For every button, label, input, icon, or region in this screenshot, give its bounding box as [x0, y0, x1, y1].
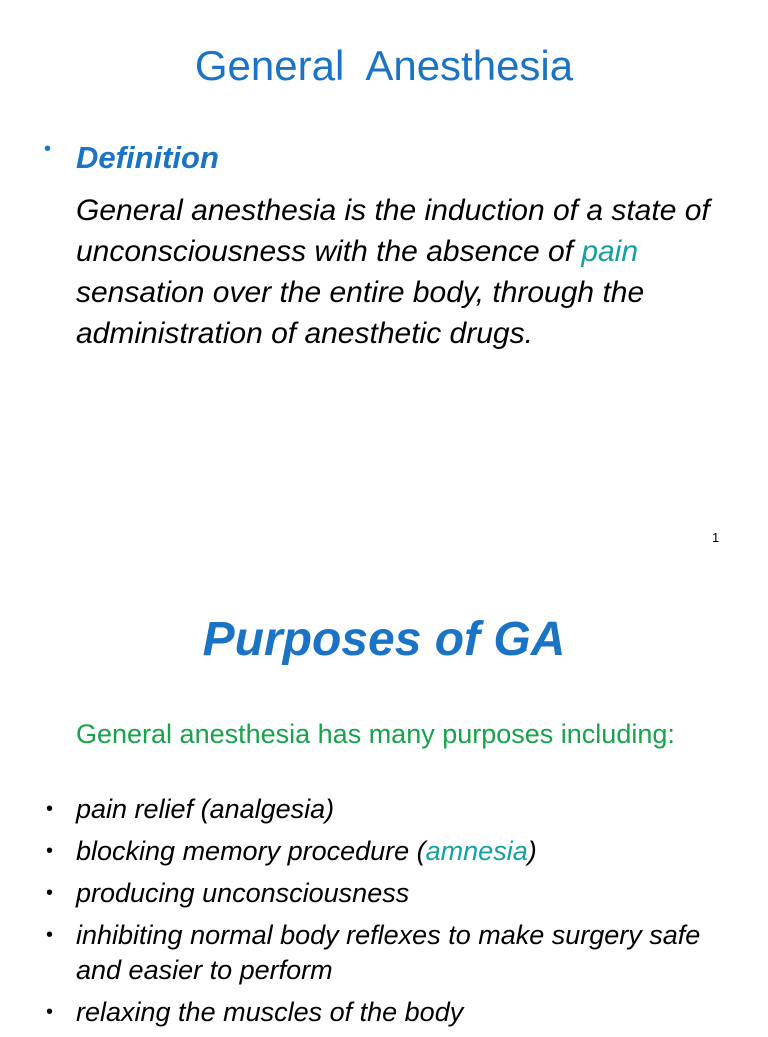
bullet-dot: •: [46, 798, 54, 820]
intro-text: General anesthesia has many purposes including:: [76, 719, 675, 749]
item-highlight: amnesia: [425, 836, 528, 866]
bullet-dot: •: [44, 138, 52, 160]
item-text: producing unconsciousness: [76, 878, 410, 908]
item-text: relaxing the muscles of the body: [76, 997, 464, 1027]
definition-highlight: pain: [581, 235, 639, 268]
list-item: [0, 918, 716, 988]
list-item: [0, 876, 716, 911]
slide-2: [0, 560, 768, 1027]
slide-title: Purposes of GA: [202, 613, 566, 666]
definition-label: Definition: [76, 140, 219, 175]
list-item: [0, 792, 716, 827]
definition-text: [76, 190, 736, 354]
item-text: pain relief (analgesia): [76, 794, 335, 824]
definition-text-part: General anesthesia is the induction of a state of unconsciousness with the absence of: [76, 194, 710, 268]
item-text: inhibiting normal body reflexes to make surgery safe and easier to perform: [76, 920, 701, 985]
slide-title: General Anesthesia: [194, 42, 574, 89]
definition-text-part: sensation over the entire body, through the administration of anesthetic drugs.: [76, 276, 645, 350]
bullet-dot: •: [46, 840, 54, 862]
list-item: [0, 995, 716, 1030]
bullet-dot: •: [46, 1001, 54, 1023]
list-item: [0, 834, 716, 869]
bullet-dot: •: [46, 882, 54, 904]
bullet-dot: •: [46, 924, 54, 946]
item-text: ): [527, 836, 537, 866]
item-text: blocking memory procedure (: [76, 836, 426, 866]
page-number: 1: [712, 530, 720, 545]
purposes-list: [0, 792, 768, 1037]
